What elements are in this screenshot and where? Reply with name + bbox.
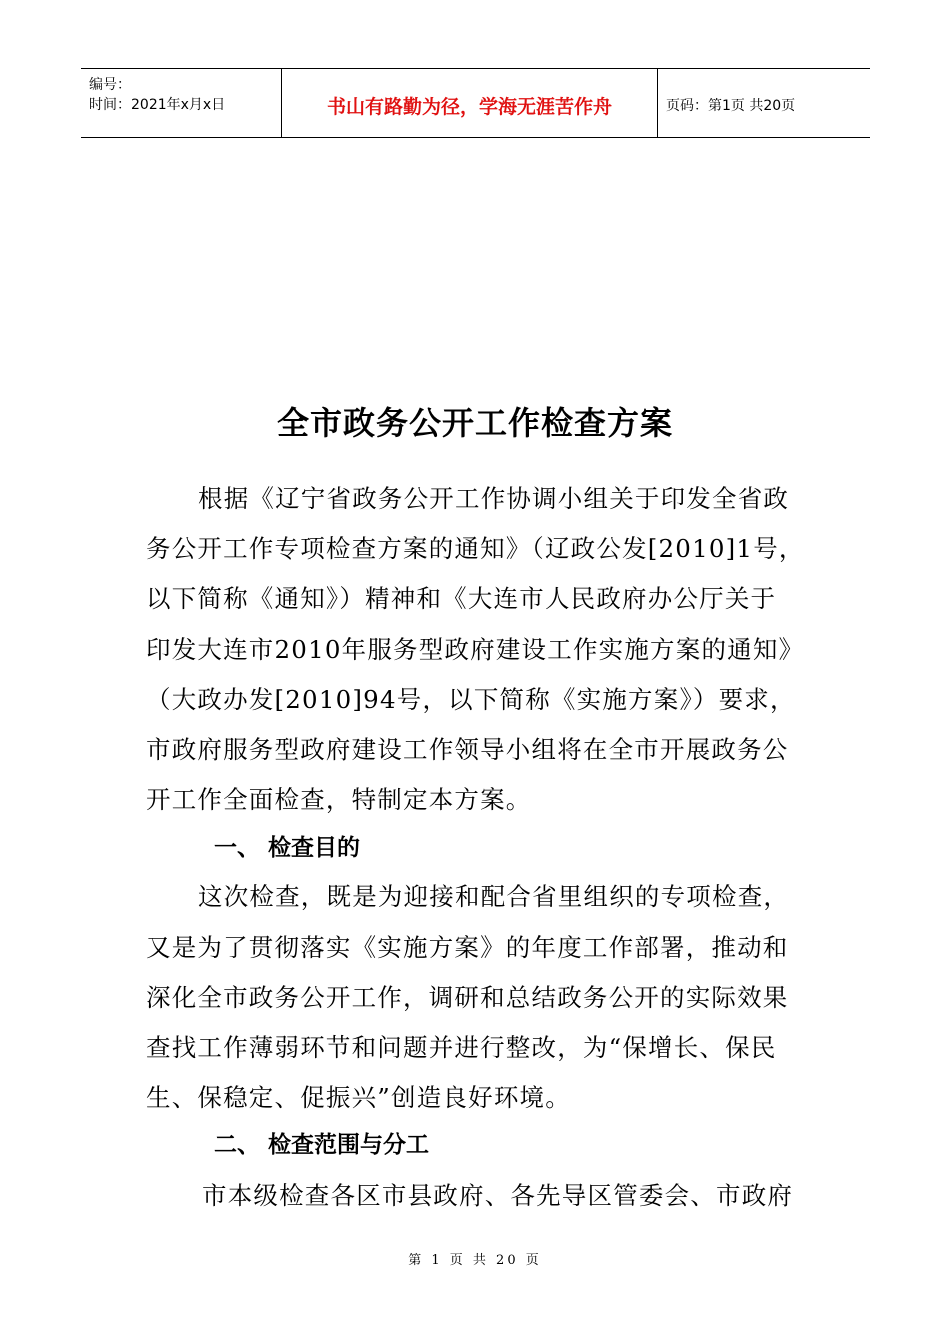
paragraph-line: 深化全市政务公开工作，调研和总结政务公开的实际效果 — [146, 983, 789, 1012]
time-label: 时间：2021年x月x日 — [89, 97, 226, 113]
paragraph-line: 印发大连市2010年服务型政府建设工作实施方案的通知》 — [146, 635, 805, 664]
paragraph-line: 以下简称《通知》）精神和《大连市人民政府办公厅关于 — [146, 584, 777, 613]
paragraph-line: 这次检查，既是为迎接和配合省里组织的专项检查， — [198, 882, 790, 911]
paragraph-line: （大政办发[2010]94号，以下简称《实施方案》）要求， — [146, 685, 796, 714]
section-heading-2: 二、 检查范围与分工 — [214, 1132, 430, 1158]
document-title: 全市政务公开工作检查方案 — [276, 404, 673, 442]
paragraph-line: 生、保稳定、促振兴”创造良好环境。 — [146, 1083, 571, 1112]
paragraph-line: 开工作全面检查，特制定本方案。 — [146, 785, 532, 814]
header-meta-cell — [81, 69, 282, 137]
page-label: 页码：第1页 共20页 — [666, 98, 796, 114]
header-motto-cell — [282, 69, 658, 137]
motto-text: 书山有路勤为径，学海无涯苦作舟 — [326, 95, 612, 118]
paragraph-line: 查找工作薄弱环节和问题并进行整改，为“保增长、保民 — [146, 1033, 777, 1062]
paragraph-line: 市政府服务型政府建设工作领导小组将在全市开展政务公 — [146, 735, 789, 764]
paragraph-line: 市本级检查各区市县政府、各先导区管委会、市政府 — [202, 1181, 794, 1210]
header-page-cell — [658, 69, 870, 137]
paragraph-line: 根据《辽宁省政务公开工作协调小组关于印发全省政 — [198, 484, 790, 513]
header-table — [81, 68, 870, 138]
section-heading-1: 一、 检查目的 — [214, 835, 361, 861]
page-footer: 第 1 页 共 20 页 — [408, 1253, 542, 1268]
paragraph-line: 务公开工作专项检查方案的通知》（辽政公发[2010]1号， — [146, 534, 805, 563]
number-label: 编号： — [89, 77, 131, 93]
paragraph-line: 又是为了贯彻落实《实施方案》的年度工作部署，推动和 — [146, 933, 789, 962]
